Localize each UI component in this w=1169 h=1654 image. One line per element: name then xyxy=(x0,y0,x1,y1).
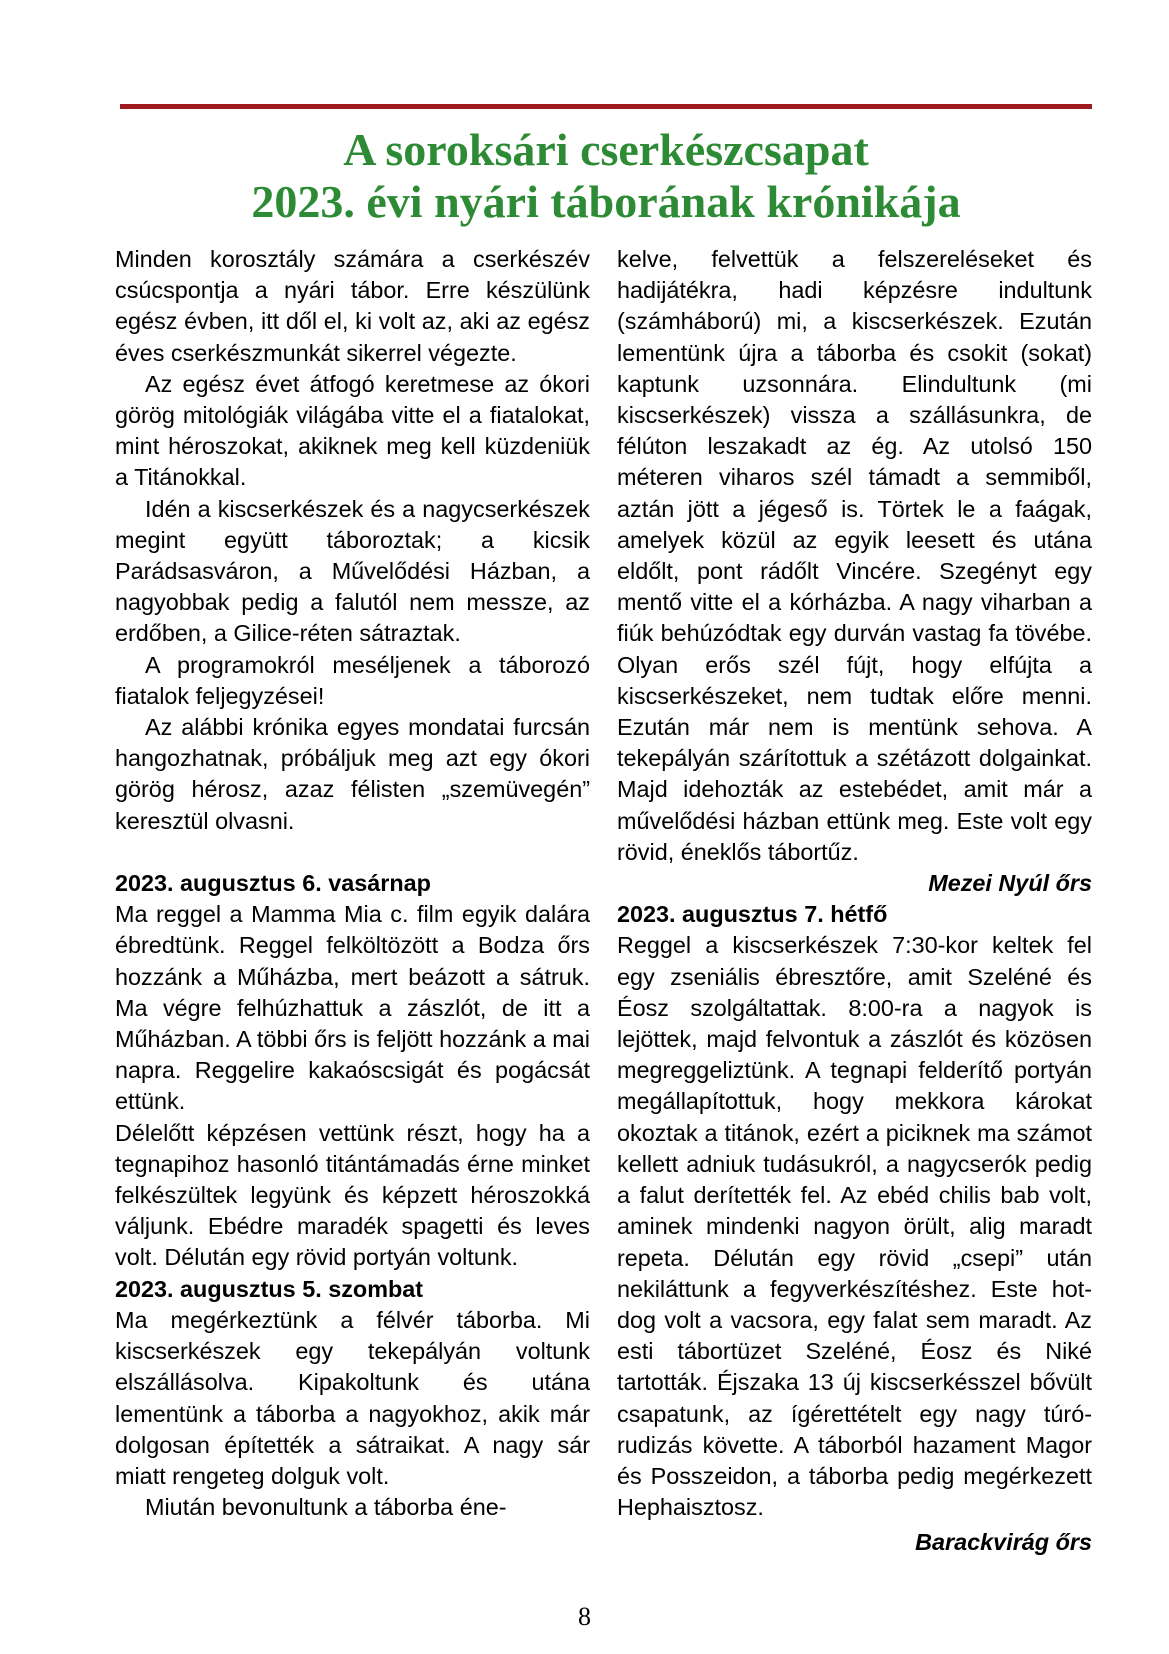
entry-heading-aug5: 2023. augusztus 5. szombat xyxy=(115,1275,424,1302)
entry-heading-aug7: 2023. augusztus 7. hétfő xyxy=(617,901,888,928)
intro-paragraph: A programokról meséljenek a táborozó fiatalok feljegyzései! xyxy=(115,651,590,709)
entry-aug5-paragraph: Ma megérkeztünk a félvér táborba. Mi kiscserkészek egy tekepályán voltunk elszállásolva. Kipakoltunk és utána lementünk a táborba a nagyokhoz, akik már dolgosan építették a sátraikat. A nagy sár miatt rengeteg dolguk volt. xyxy=(115,1306,590,1489)
signature-barackvirag: Barackvirág őrs xyxy=(915,1529,1092,1556)
page-number: 8 xyxy=(578,1602,591,1631)
intro-paragraph: Az egész évet átfogó keretmese az ókori görög mitológiák világába vitte el a fiatalokat, mint héroszokat, akiknek meg kell küzdeniük a Titánokkal. xyxy=(115,370,590,491)
entry-aug6-paragraph: Ma reggel a Mamma Mia c. film egyik dalára ébredtünk. Reggel felköltözött a Bodza őrs hozzánk a Műházba, mert beázott a sátruk. Ma végre felhúzhattuk a zászlót, de itt a Műházban. A többi őrs is feljött hozzánk a mai napra. Reggelire kakaóscsigát és pogácsát ettünk. xyxy=(115,901,590,1115)
entry-heading-aug6: 2023. augusztus 6. vasárnap xyxy=(115,870,431,897)
intro-paragraph: Idén a kiscserkészek és a nagycserkészek megint együtt táboroztak; a kicsik Parádsasváron, a Művelődési Házban, a nagyobbak pedig a falutól nem messze, az erdőben, a Gilice-réten sátraztak. xyxy=(115,495,590,647)
signature-mezei-nyul: Mezei Nyúl őrs xyxy=(928,870,1092,897)
title-line-1: A soroksári cserkészcsapat xyxy=(343,124,869,175)
article-title xyxy=(120,124,1092,228)
right-column xyxy=(617,244,1092,1559)
left-column xyxy=(115,244,590,1523)
intro-paragraph: Az alábbi krónika egyes mondatai furcsán hangozhatnak, próbáljuk meg azt egy ókori görög hérosz, azaz félisten „szemüvegén” keresztül olvasni. xyxy=(115,714,590,834)
top-divider xyxy=(120,104,1092,109)
entry-aug5-paragraph-start: Miután bevonultunk a táborba éne- xyxy=(145,1494,507,1521)
entry-aug7-paragraph: Reggel a kiscserkészek 7:30-kor keltek fel egy zseniális ébresztőre, amit Szeléné és Éosz szolgáltattak. 8:00-ra a nagyok is lejöttek, majd felvontuk a zászlót és közösen megreggeliztünk. A tegnapi felderítő portyán megállapítottuk, hogy mekkora károkat okoztak a titánok, ezért a piciknek ma számot kellett adniuk tudásukról, a nagycserók pedig a falut derítették fel. Az ebéd chilis bab volt, aminek mindenki nagyon örült, alig maradt repeta. Délután egy rövid „csepi” után nekiláttunk a fegyverkészítéshez. Este hot-dog volt a vacsora, egy falat sem maradt. Az esti tábortüzet Szeléné, Éosz és Niké tartották. Éjszaka 13 új kiscserkésszel bővült csapatunk, az ígérettételt egy nagy túró-rudizás követte. A táborból hazament Magor és Posszeidon, a táborba pedig megérkezett Hephaisztosz. xyxy=(617,932,1092,1521)
title-line-2: 2023. évi nyári táborának krónikája xyxy=(251,176,961,227)
entry-aug5-paragraph-continued: kelve, felvettük a felszereléseket és hadijátékra, hadi képzésre indultunk (számháború) mi, a kiscserkészek. Ezután lementünk újra a táborba és csokit (sokat) kaptunk uzsonnára. Elindultunk (mi kiscserkészek) vissza a szállásunkra, de félúton leszakadt az ég. Az utolsó 150 méteren viharos szél támadt a semmiből, aztán jött a jégeső is. Törtek le a faágak, amelyek közül az egyik leesett és utána eldőlt, pont rádőlt Vincére. Szegényt egy mentő vitte el a kórházba. A nagy viharban a fiúk behúzódtak egy durván vastag fa tövébe. Olyan erős szél fújt, hogy elfújta a kiscserkészeket, nem tudtak előre menni. Ezután már nem is mentünk sehova. A tekepályán szárítottuk a szétázott dolgainkat. Majd idehozták az estebédet, amit már a művelődési házban ettünk meg. Este volt egy rövid, éneklős tábortűz. xyxy=(617,246,1092,865)
entry-aug6-paragraph: Délelőtt képzésen vettünk részt, hogy ha a tegnapihoz hasonló titántámadás érne minket felkészültek legyünk és képzett héroszokká váljunk. Ebédre maradék spagetti és leves volt. Délután egy rövid portyán voltunk. xyxy=(115,1119,590,1271)
intro-paragraph: Minden korosztály számára a cserkészév csúcspontja a nyári tábor. Erre készülünk egész évben, itt dől el, ki volt az, aki az egész éves cserkészmunkát sikerrel végezte. xyxy=(115,246,590,366)
